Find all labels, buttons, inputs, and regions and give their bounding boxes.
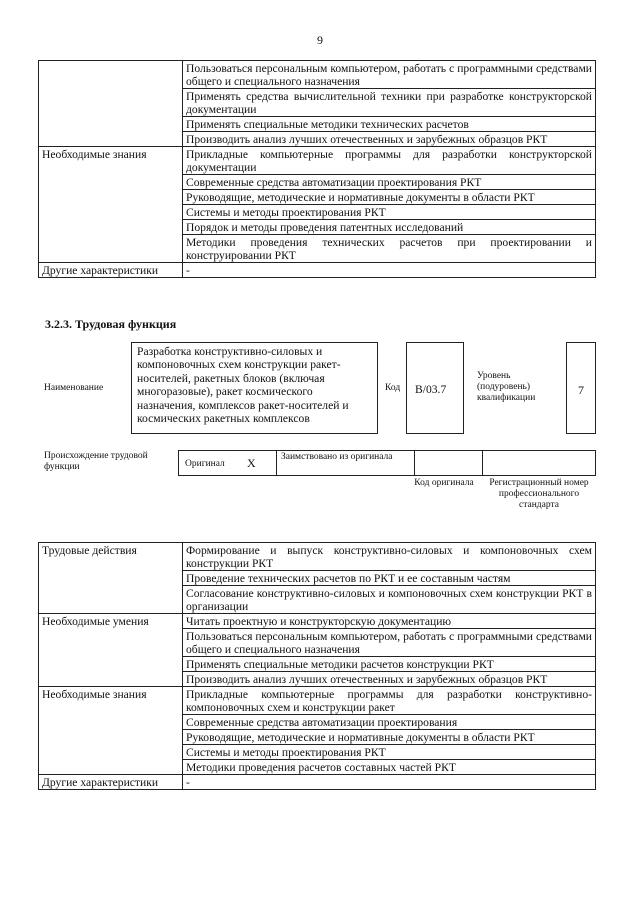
row-text: Прикладные компьютерные программы для разработки конструктивно-компоновочных схем и конструкции ракет bbox=[183, 687, 596, 715]
row-label bbox=[39, 571, 183, 586]
row-label bbox=[39, 220, 183, 235]
level-value: 7 bbox=[578, 383, 584, 397]
row-label bbox=[39, 730, 183, 745]
row-label bbox=[39, 715, 183, 730]
code-caption: Код оригинала bbox=[414, 478, 474, 488]
code-value: B/03.7 bbox=[415, 383, 447, 396]
row-text: Методики проведения расчетов составных частей РКТ bbox=[183, 760, 596, 775]
function-name-box bbox=[131, 342, 378, 434]
section-heading: 3.2.3. Трудовая функция bbox=[45, 317, 177, 331]
row-text: Проведение технических расчетов по РКТ и ее составным частям bbox=[183, 571, 596, 586]
row-text: Современные средства автоматизации проектирования bbox=[183, 715, 596, 730]
table-row bbox=[39, 672, 596, 687]
table-row bbox=[39, 614, 596, 629]
row-label bbox=[39, 629, 183, 657]
row-label bbox=[39, 175, 183, 190]
row-text: Прикладные компьютерные программы для разработки конструкторской документации bbox=[183, 147, 596, 175]
row-text: Пользоваться персональным компьютером, работать с программными средствами общего и специального назначения bbox=[183, 61, 596, 89]
row-label: Другие характеристики bbox=[39, 775, 183, 790]
row-label: Другие характеристики bbox=[39, 263, 183, 278]
row-label bbox=[39, 205, 183, 220]
table-row bbox=[39, 586, 596, 614]
page-number: 9 bbox=[317, 33, 323, 47]
row-label bbox=[39, 235, 183, 263]
row-label bbox=[39, 657, 183, 672]
code-label: Код bbox=[385, 383, 401, 393]
row-text: Применять средства вычислительной техники при разработке конструкторской документации bbox=[183, 89, 596, 117]
table-row bbox=[39, 775, 596, 790]
row-text: - bbox=[183, 775, 596, 790]
table-row bbox=[39, 571, 596, 586]
row-text: Системы и методы проектирования РКТ bbox=[183, 205, 596, 220]
row-text: Пользоваться персональным компьютером, работать с программными средствами общего и специального назначения bbox=[183, 629, 596, 657]
row-text: Руководящие, методические и нормативные документы в области РКТ bbox=[183, 730, 596, 745]
row-text: Применять специальные методики расчетов конструкции РКТ bbox=[183, 657, 596, 672]
row-text: Производить анализ лучших отечественных и зарубежных образцов РКТ bbox=[183, 672, 596, 687]
row-label bbox=[39, 132, 183, 147]
table-row bbox=[39, 147, 596, 175]
function-name-value: Разработка конструктивно-силовых и компоновочных схем конструкции ракет-носителей, ракетных блоков (включая многоразовые), ракет космического назначения, комплексов ракет-носителей и космических ракетных комплексов bbox=[137, 345, 349, 426]
code-box bbox=[406, 342, 464, 434]
requirements-table bbox=[38, 542, 596, 790]
row-label bbox=[39, 760, 183, 775]
row-label: Трудовые действия bbox=[39, 543, 183, 571]
table-row bbox=[39, 760, 596, 775]
level-label: Уровень (подуровень) квалификации bbox=[477, 371, 536, 403]
row-text: Методики проведения технических расчетов при проектировании и конструировании РКТ bbox=[183, 235, 596, 263]
row-text: Руководящие, методические и нормативные документы в области РКТ bbox=[183, 190, 596, 205]
table-row bbox=[39, 629, 596, 657]
row-text: Читать проектную и конструкторскую документацию bbox=[183, 614, 596, 629]
row-text: Современные средства автоматизации проектирования РКТ bbox=[183, 175, 596, 190]
row-label: Необходимые знания bbox=[39, 687, 183, 715]
original-label: Оригинал bbox=[185, 459, 225, 469]
table-row bbox=[39, 263, 596, 278]
level-box bbox=[566, 342, 596, 434]
origin-row bbox=[178, 450, 596, 476]
table-row bbox=[39, 235, 596, 263]
row-label bbox=[39, 586, 183, 614]
table-row bbox=[39, 220, 596, 235]
table-row bbox=[39, 543, 596, 571]
row-text: - bbox=[183, 263, 596, 278]
row-text: Согласование конструктивно-силовых и компоновочных схем конструкции РКТ в организации bbox=[183, 586, 596, 614]
table-row bbox=[39, 190, 596, 205]
original-mark: X bbox=[247, 456, 256, 470]
row-text: Системы и методы проектирования РКТ bbox=[183, 745, 596, 760]
row-label bbox=[39, 89, 183, 117]
table-row bbox=[39, 175, 596, 190]
row-text: Применять специальные методики технических расчетов bbox=[183, 117, 596, 132]
name-label: Наименование bbox=[44, 383, 104, 393]
borrowed-label: Заимствовано из оригинала bbox=[281, 452, 393, 462]
row-label bbox=[39, 117, 183, 132]
row-label bbox=[39, 190, 183, 205]
table-row bbox=[39, 89, 596, 117]
requirements-table-continued bbox=[38, 60, 596, 278]
table-row bbox=[39, 730, 596, 745]
table-row bbox=[39, 657, 596, 672]
table-row bbox=[39, 715, 596, 730]
row-text: Производить анализ лучших отечественных и зарубежных образцов РКТ bbox=[183, 132, 596, 147]
row-label bbox=[39, 745, 183, 760]
row-label bbox=[39, 61, 183, 89]
table-row bbox=[39, 61, 596, 89]
table-row bbox=[39, 117, 596, 132]
reg-caption: Регистрационный номер профессионального стандарта bbox=[489, 478, 589, 510]
row-text: Формирование и выпуск конструктивно-силовых и компоновочных схем конструкции РКТ bbox=[183, 543, 596, 571]
row-label bbox=[39, 672, 183, 687]
origin-label: Происхождение трудовой функции bbox=[44, 451, 148, 472]
table-row bbox=[39, 132, 596, 147]
row-text: Порядок и методы проведения патентных исследований bbox=[183, 220, 596, 235]
table-row bbox=[39, 745, 596, 760]
row-label: Необходимые знания bbox=[39, 147, 183, 175]
row-label: Необходимые умения bbox=[39, 614, 183, 629]
table-row bbox=[39, 687, 596, 715]
table-row bbox=[39, 205, 596, 220]
